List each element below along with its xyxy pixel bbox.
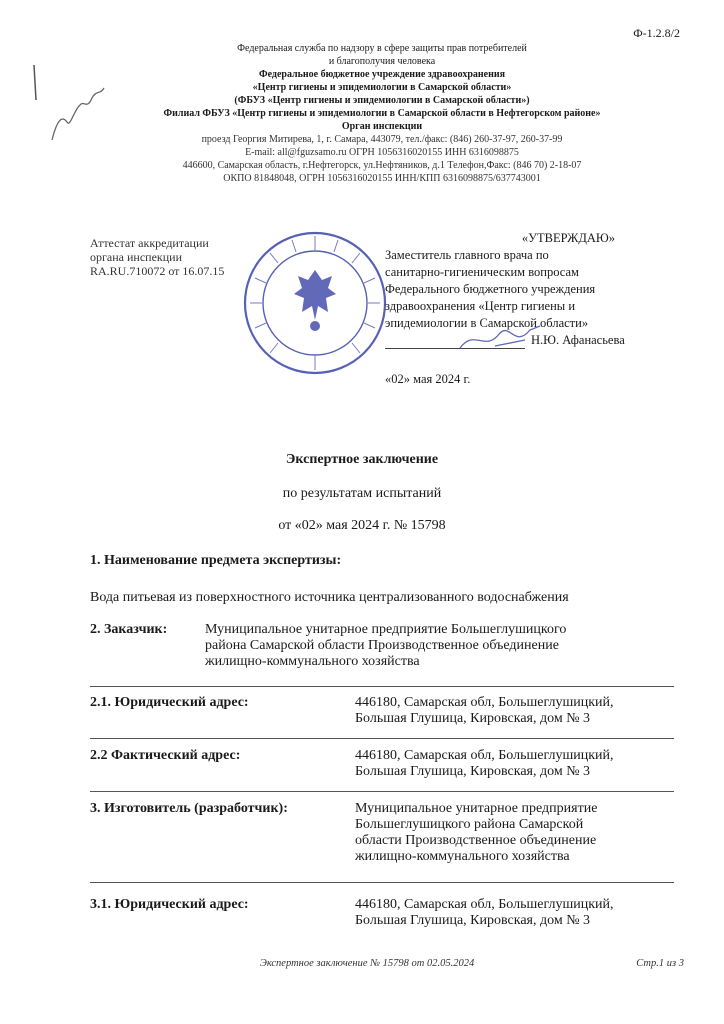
document-number: от «02» мая 2024 г. № 15798 (278, 518, 446, 533)
value-line: Большеглушицкого района Самарской (355, 817, 584, 832)
approve-line: эпидемиологии в Самарской области» (385, 316, 589, 330)
value-line: жилищно-коммунального хозяйства (205, 654, 420, 669)
value-line: Муниципальное унитарное предприятие (355, 801, 598, 816)
section-customer (90, 622, 676, 670)
approve-line: Заместитель главного врача по (385, 248, 549, 262)
section-manufacturer (90, 801, 676, 865)
value-line: Большая Глушица, Кировская, дом № 3 (355, 764, 591, 779)
section-value: Вода питьевая из поверхностного источника централизованного водоснабжения (90, 590, 569, 605)
value-line: Большая Глушица, Кировская, дом № 3 (355, 913, 591, 928)
header-line: (ФБУЗ «Центр гигиены и эпидемиологии в Самарской области») (234, 95, 530, 106)
header-line: «Центр гигиены и эпидемиологии в Самарской области» (252, 82, 512, 93)
value-line: 446180, Самарская обл, Большеглушицкий, (355, 897, 614, 912)
value-line: Большая Глушица, Кировская, дом № 3 (355, 711, 591, 726)
header-line: 446600, Самарская область, г.Нефтегорск, ул.Нефтяников, д.1 Телефон,Факс: (846 70) 2-18-07 (182, 160, 582, 171)
footer-document-ref: Экспертное заключение № 15798 от 02.05.2024 (260, 958, 475, 969)
signature-scribble (455, 318, 545, 358)
value-line: жилищно-коммунального хозяйства (355, 849, 570, 864)
header-line: Филиал ФБУЗ «Центр гигиены и эпидемиологии в Самарской области в Нефтегорском районе» (163, 108, 601, 119)
approve-line: санитарно-гигиеническим вопросам (385, 265, 579, 279)
section-subject (90, 553, 676, 569)
document-title: Экспертное заключение (285, 452, 439, 467)
value-line: области Производственное объединение (355, 833, 597, 848)
section-label: 2. Заказчик: (90, 622, 168, 637)
section-value (355, 695, 614, 727)
form-code: Ф-1.2.8/2 (633, 26, 680, 40)
header-line: E-mail: all@fguzsamo.ru ОГРН 1056316020155 ИНН 6316098875 (245, 147, 519, 158)
section-manufacturer-legal-address (90, 897, 676, 929)
section-label: 3.1. Юридический адрес: (90, 897, 249, 912)
value-line: района Самарской области Производственное объединение (205, 638, 559, 653)
document-title-block (0, 452, 724, 534)
header-line: ОКПО 81848048, ОГРН 1056316020155 ИНН/КПП 6316098875/637743001 (223, 173, 541, 184)
section-label: 2.1. Юридический адрес: (90, 695, 249, 710)
section-actual-address (90, 748, 676, 780)
approve-title: «УТВЕРЖДАЮ» (521, 231, 615, 245)
accreditation-block (90, 236, 224, 278)
header-line: проезд Георгия Митирева, 1, г. Самара, 443079, тел./факс: (846) 260-37-97, 260-37-99 (201, 134, 563, 145)
approval-block (385, 230, 645, 388)
section-subject-value (90, 590, 676, 606)
section-label: 1. Наименование предмета экспертизы: (90, 553, 342, 568)
document-subtitle: по результатам испытаний (282, 486, 442, 501)
divider (90, 686, 674, 687)
accreditation-line: Аттестат аккредитации (90, 236, 209, 250)
header-line: Федеральное бюджетное учреждение здравоохранения (258, 69, 506, 80)
value-line: 446180, Самарская обл, Большеглушицкий, (355, 748, 614, 763)
divider (90, 882, 674, 883)
section-value (355, 748, 614, 780)
organization-header (90, 42, 674, 185)
value-line: Муниципальное унитарное предприятие Большеглушицкого (205, 622, 567, 637)
divider (90, 791, 674, 792)
signatory-name: Н.Ю. Афанасьева (531, 333, 625, 347)
approve-line: Федерального бюджетного учреждения (385, 282, 596, 296)
accreditation-line: RA.RU.710072 от 16.07.15 (90, 264, 225, 278)
section-value (355, 897, 614, 929)
value-line: 446180, Самарская обл, Большеглушицкий, (355, 695, 614, 710)
approve-date: «02» мая 2024 г. (385, 372, 471, 386)
section-value (205, 622, 566, 670)
official-seal-stamp (240, 228, 390, 378)
section-label: 3. Изготовитель (разработчик): (90, 801, 288, 816)
approve-line: здравоохранения «Центр гигиены и (385, 299, 576, 313)
header-line: Федеральная служба по надзору в сфере защиты прав потребителей (237, 43, 527, 54)
section-legal-address (90, 695, 676, 727)
section-label: 2.2 Фактический адрес: (90, 748, 241, 763)
header-line: Орган инспекции (341, 121, 423, 132)
section-value (355, 801, 597, 865)
divider (90, 738, 674, 739)
header-line: и благополучия человека (328, 56, 436, 67)
accreditation-line: органа инспекции (90, 250, 183, 264)
page-footer (260, 958, 684, 969)
footer-page-number: Стр.1 из 3 (636, 958, 684, 969)
